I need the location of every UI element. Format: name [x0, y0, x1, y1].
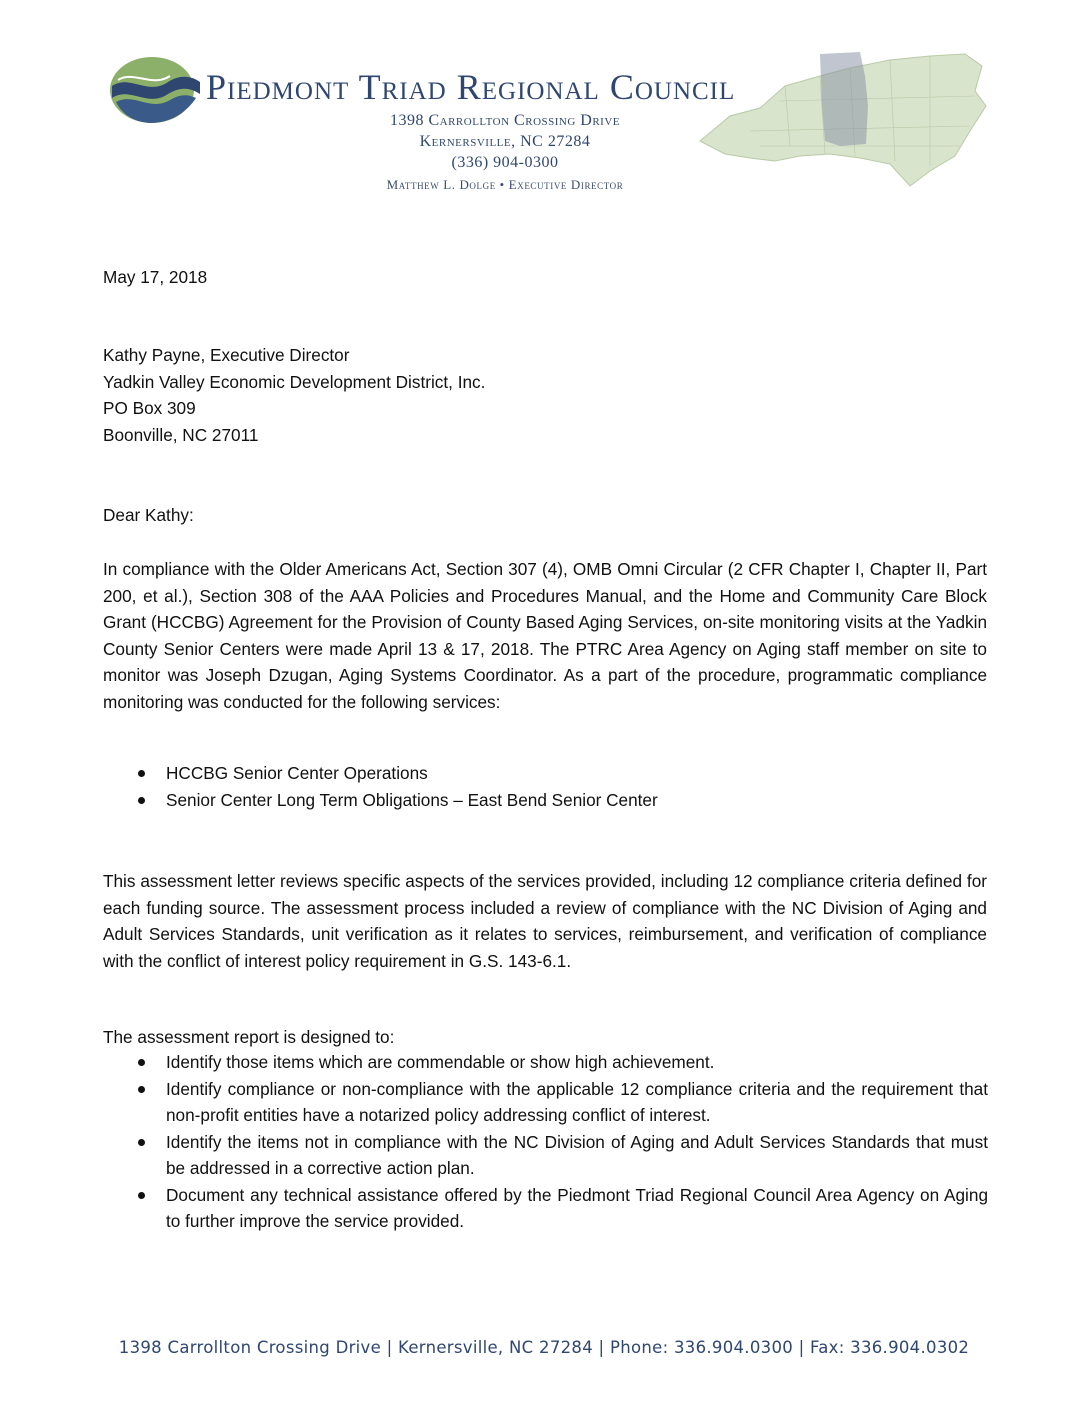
services-list: [138, 760, 988, 813]
list-item-text: Identify the items not in compliance with the NC Division of Aging and Adult Services Standards that must be addressed in a corrective action plan.: [166, 1131, 988, 1178]
bullet-icon: [138, 797, 145, 804]
recipient-city: Boonville, NC 27011: [103, 424, 259, 445]
list-item: [138, 1182, 988, 1235]
bullet-icon: [138, 1086, 145, 1093]
recipient-po-box: PO Box 309: [103, 398, 196, 418]
letterhead: [100, 40, 980, 200]
list-item: [138, 760, 988, 787]
letterhead-executive: Matthew L. Dolge • Executive Director: [386, 177, 624, 192]
bullet-icon: [138, 1139, 145, 1146]
letter-date: May 17, 2018: [103, 267, 208, 287]
bullet-icon: [138, 1192, 145, 1199]
list-item-text: HCCBG Senior Center Operations: [166, 763, 428, 783]
letterhead-city: Kernersville, NC 27284: [419, 133, 591, 150]
list-item-text: Identify those items which are commendable or show high achievement.: [166, 1052, 715, 1072]
recipient-name: Kathy Payne, Executive Director: [103, 345, 350, 365]
compliance-paragraph: In compliance with the Older Americans Act, Section 307 (4), OMB Omni Circular (2 CFR Chapter I, Chapter II, Part 200, et al.), Section 308 of the AAA Policies and Procedures Manual, and the Home and Community Care Block Grant (HCCBG) Agreement for the Provision of County Based Aging Services, on-site monitoring visits at the Yadkin County Senior Centers were made April 13 & 17, 2018. The PTRC Area Agency on Aging staff member on site to monitor was Joseph Dzugan, Aging Systems Coordinator. As a part of the procedure, programmatic compliance monitoring was conducted for the following services:: [103, 559, 987, 712]
list-item: [138, 1076, 988, 1129]
purpose-list: [138, 1049, 988, 1235]
page-footer: 1398 Carrollton Crossing Drive | Kernersville, NC 27284 | Phone: 336.904.0300 | Fax: 336.904.0302: [118, 1338, 970, 1357]
organization-name: Piedmont Triad Regional Council: [206, 67, 736, 107]
recipient-organization: Yadkin Valley Economic Development District, Inc.: [103, 371, 486, 392]
letterhead-address: [340, 110, 670, 195]
list-item: [138, 787, 988, 814]
salutation: Dear Kathy:: [103, 505, 194, 525]
list-item-text: Identify compliance or non-compliance with the applicable 12 compliance criteria and the requirement that non-profit entities have a notarized policy addressing conflict of interest.: [166, 1078, 988, 1125]
letterhead-street: 1398 Carrollton Crossing Drive: [389, 112, 621, 129]
list-item-text: Document any technical assistance offered by the Piedmont Triad Regional Council Area Agency on Aging to further improve the service provided.: [166, 1184, 988, 1231]
recipient-block: [103, 342, 987, 448]
assessment-paragraph: This assessment letter reviews specific aspects of the services provided, including 12 compliance criteria defined for each funding source. The assessment process included a review of compliance with the NC Division of Aging and Adult Services Standards, unit verification as it relates to services, reimbursement, and verification of compliance with the conflict of interest policy requirement in G.S. 143-6.1.: [103, 871, 987, 971]
list-item-text: Senior Center Long Term Obligations – East Bend Senior Center: [166, 789, 658, 810]
bullet-icon: [138, 1059, 145, 1066]
list-item: [138, 1129, 988, 1182]
ptrc-logo-icon: [108, 52, 204, 126]
report-intro: The assessment report is designed to:: [103, 1027, 395, 1047]
list-item: [138, 1049, 988, 1076]
bullet-icon: [138, 770, 145, 777]
letterhead-phone: (336) 904-0300: [451, 154, 559, 171]
